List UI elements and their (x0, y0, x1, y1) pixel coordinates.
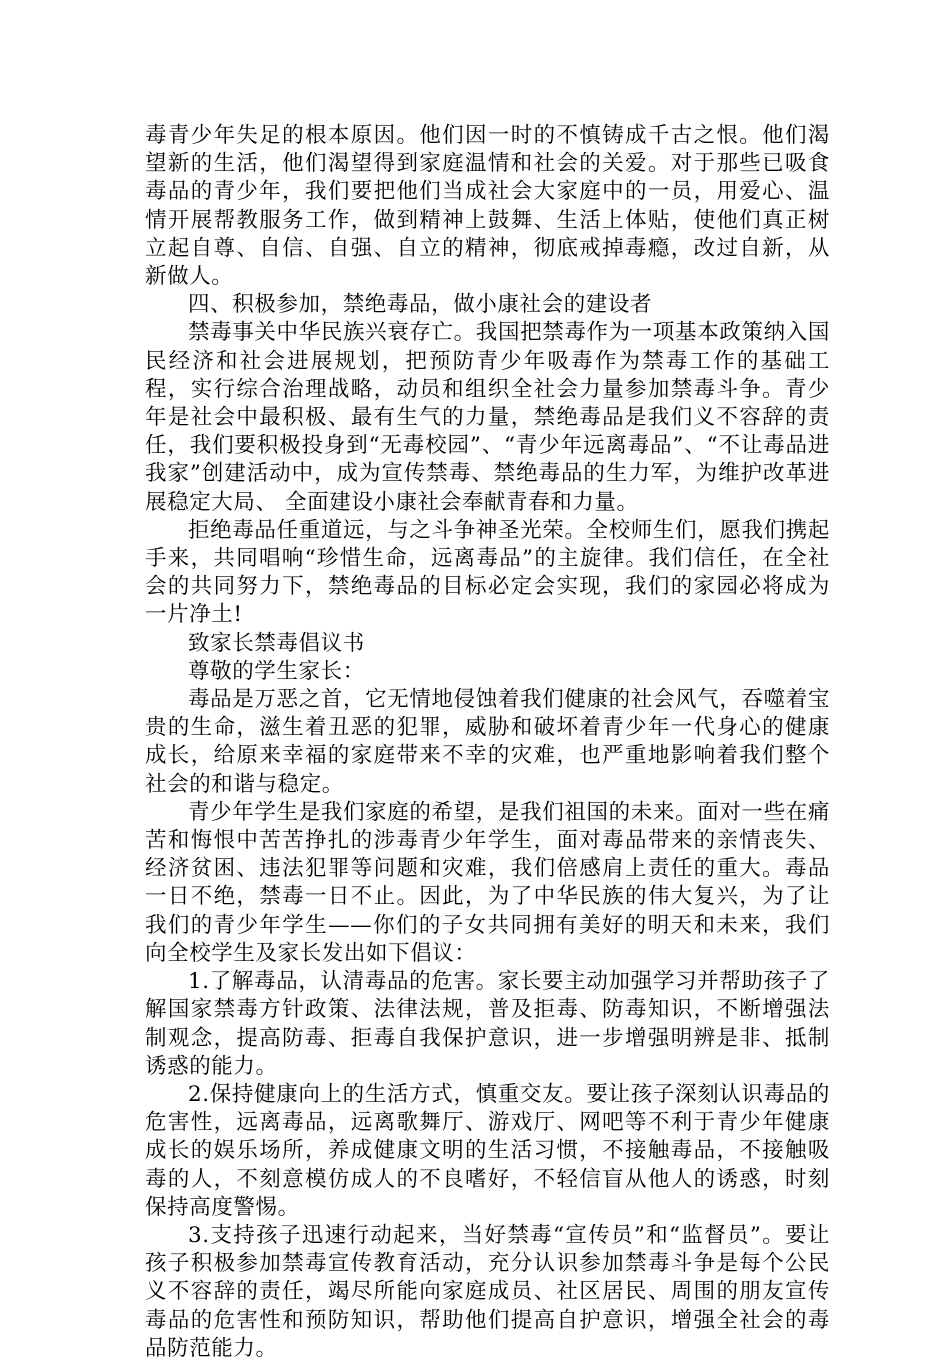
paragraph-drug-harm: 毒品是万恶之首，它无情地侵蚀着我们健康的社会风气，吞噬着宝贵的生命，滋生着丑恶的犯罪，威胁和破坏着青少年一代身心的健康成长，给原来幸福的家庭带来不幸的灾难，也严重地影响着我们整个社会的和谐与稳定。 (145, 687, 830, 797)
letter-title: 致家长禁毒倡议书 (188, 630, 365, 656)
section-heading-four: 四、积极参加，禁绝毒品，做小康社会的建设者 (188, 292, 653, 318)
list-item-3: 3.支持孩子迅速行动起来，当好禁毒“宣传员”和“监督员”。要让孩子积极参加禁毒宣传教育活动，充分认识参加禁毒斗争是每个公民义不容辞的责任，竭尽所能向家庭成员、社区居民、周围的朋友宣传毒品的危害性和预防知识，帮助他们提高自护意识，增强全社会的毒品防范能力。 (145, 1222, 830, 1361)
list-item-1: 1.了解毒品，认清毒品的危害。家长要主动加强学习并帮助孩子了解国家禁毒方针政策、法律法规，普及拒毒、防毒知识，不断增强法制观念，提高防毒、拒毒自我保护意识，进一步增强明辨是非、抵制诱惑的能力。 (145, 969, 830, 1079)
paragraph-continuation: 毒青少年失足的根本原因。他们因一时的不慎铸成千古之恨。他们渴望新的生活，他们渴望得到家庭温情和社会的关爱。对于那些已吸食毒品的青少年，我们要把他们当成社会大家庭中的一员，用爱心、温情开展帮教服务工作，做到精神上鼓舞、生活上体贴，使他们真正树立起自尊、自信、自强、自立的精神，彻底戒掉毒瘾，改过自新，从新做人。 (145, 123, 830, 290)
paragraph-drug-control: 禁毒事关中华民族兴衰存亡。我国把禁毒作为一项基本政策纳入国民经济和社会进展规划，把预防青少年吸毒作为禁毒工作的基础工程，实行综合治理战略，动员和组织全社会力量参加禁毒斗争。青少年是社会中最积极、最有生气的力量，禁绝毒品是我们义不容辞的责任，我们要积极投身到“无毒校园”、“青少年远离毒品”、“不让毒品进我家”创建活动中，成为宣传禁毒、禁绝毒品的生力军，为维护改革进展稳定大局、 全面建设小康社会奉献青春和力量。 (145, 320, 830, 515)
letter-salutation: 尊敬的学生家长： (188, 658, 365, 684)
paragraph-call-to-action: 拒绝毒品任重道远，与之斗争神圣光荣。全校师生们，愿我们携起手来，共同唱响“珍惜生命，远离毒品”的主旋律。我们信任，在全社会的共同努力下，禁绝毒品的目标必定会实现，我们的家园必将成为一片净土! (145, 517, 830, 628)
document-page (145, 122, 830, 1363)
paragraph-students-hope: 青少年学生是我们家庭的希望，是我们祖国的未来。面对一些在痛苦和悔恨中苦苦挣扎的涉毒青少年学生，面对毒品带来的亲情丧失、经济贫困、违法犯罪等问题和灾难，我们倍感肩上责任的重大。毒品一日不绝，禁毒一日不止。因此，为了中华民族的伟大复兴，为了让我们的青少年学生——你们的子女共同拥有美好的明天和未来，我们向全校学生及家长发出如下倡议： (145, 799, 830, 966)
list-item-2: 2.保持健康向上的生活方式，慎重交友。要让孩子深刻认识毒品的危害性，远离毒品，远离歌舞厅、游戏厅、网吧等不利于青少年健康成长的娱乐场所，养成健康文明的生活习惯，不接触毒品，不接触吸毒的人，不刻意模仿成人的不良嗜好，不轻信盲从他人的诱惑，时刻保持高度警惕。 (145, 1081, 830, 1220)
